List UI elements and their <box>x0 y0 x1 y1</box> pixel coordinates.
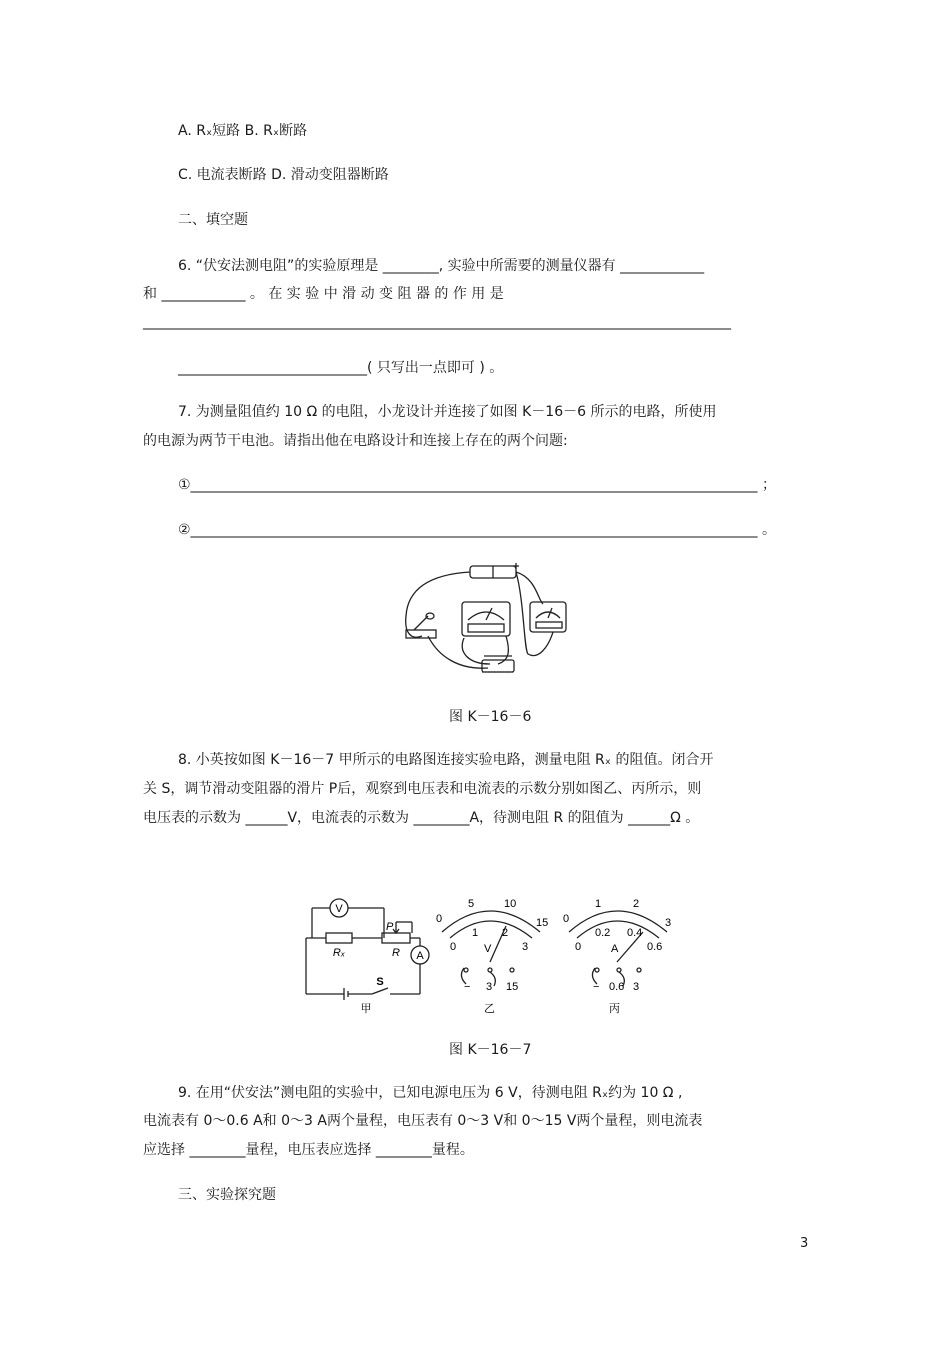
volt-unit: V <box>484 943 492 955</box>
q7-line-1: 7. 为测量阻值约 10 Ω 的电阻，小龙设计并连接了如图 K－16－6 所示的电路，所使用 <box>178 404 717 420</box>
circuit-p-label: P <box>386 921 394 933</box>
q8-line-1: 8. 小英按如图 K－16－7 甲所示的电路图连接实验电路，测量电阻 Rₓ 的阻值。闭合开 <box>178 752 714 768</box>
volt-upper-tick: 0 <box>436 913 443 925</box>
q9-line-1: 9. 在用“伏安法”测电阻的实验中，已知电源电压为 6 V，待测电阻 Rₓ约为 10 Ω , <box>178 1085 683 1101</box>
q6-line-4: ___________________________( 只写出一点即可 ) 。 <box>178 360 504 376</box>
amp-lower-tick: 0.2 <box>595 927 611 939</box>
circuit-a-label: A <box>416 950 424 962</box>
q8-line-2: 关 S，调节滑动变阻器的滑片 P后，观察到电压表和电流表的示数分别如图乙、丙所示，则 <box>143 781 702 797</box>
amp-terminal: 3 <box>633 981 640 993</box>
circuit-v-label: V <box>335 903 343 915</box>
section-heading-experiment: 三、实验探究题 <box>178 1187 276 1203</box>
amp-lower-tick: 0 <box>575 941 582 953</box>
volt-terminal: 15 <box>506 981 519 993</box>
q9-line-2: 电流表有 0～0.6 A和 0～3 A两个量程，电压表有 0～3 V和 0～15 V两个量程，则电流表 <box>143 1113 703 1129</box>
amp-unit: A <box>611 943 619 955</box>
circuit-s-label: S <box>376 976 384 988</box>
q7-blank-1: ①_________________________________________________________________________________ ； <box>178 477 777 493</box>
figure-k16-6 <box>398 560 568 680</box>
circuit-rx-label: Rₓ <box>332 947 346 959</box>
volt-upper-tick: 10 <box>504 898 517 910</box>
figure-k16-7-caption: 图 K－16－7 <box>449 1042 532 1058</box>
rheostat <box>382 933 410 943</box>
amp-terminal: 0.6 <box>609 981 625 993</box>
amp-upper-tick: 0 <box>563 913 570 925</box>
circuit-r-label: R <box>392 947 400 959</box>
section-heading-fill-blank: 二、填空题 <box>178 212 248 228</box>
figure-k16-7-circuit <box>300 888 435 1018</box>
circuit-caption-jia: 甲 <box>360 1003 372 1015</box>
volt-terminal: 3 <box>486 981 493 993</box>
volt-lower-tick: 1 <box>472 927 479 939</box>
amp-lower-tick: 0.6 <box>647 941 663 953</box>
q8-line-3: 电压表的示数为 ______V，电流表的示数为 ________A，待测电阻 R 的阻值为 ______Ω 。 <box>143 810 700 826</box>
q9-line-3: 应选择 ________量程，电压表应选择 ________量程。 <box>143 1142 474 1158</box>
options-line-1: A. Rₓ短路 B. Rₓ断路 <box>178 123 308 139</box>
options-line-2: C. 电流表断路 D. 滑动变阻器断路 <box>178 167 389 183</box>
figure-k16-6-caption: 图 K－16－6 <box>449 709 532 725</box>
amp-upper-tick: 3 <box>665 917 672 929</box>
q6-line-1: 6. “伏安法测电阻”的实验原理是 ________, 实验中所需要的测量仪器有 ____________ <box>178 258 705 274</box>
amp-upper-tick: 2 <box>633 898 640 910</box>
volt-caption-yi: 乙 <box>484 1003 495 1015</box>
resistor-rx <box>326 933 352 943</box>
q6-line-2: 和 ____________ 。 在 实 验 中 滑 动 变 阻 器 的 作 用 是 <box>143 286 504 302</box>
figure-k16-7-ammeter <box>555 892 685 1017</box>
amp-upper-tick: 1 <box>595 898 602 910</box>
page-number: 3 <box>800 1236 809 1251</box>
q7-line-2: 的电源为两节干电池。请指出他在电路设计和连接上存在的两个问题: <box>143 433 568 449</box>
volt-lower-tick: 3 <box>522 941 529 953</box>
volt-upper-tick: 5 <box>468 898 475 910</box>
amp-caption-bing: 丙 <box>609 1003 620 1015</box>
amp-terminal: − <box>593 981 600 993</box>
q7-blank-2: ②_________________________________________________________________________________ 。 <box>178 522 777 538</box>
q6-line-3: ____________________________________________________________________________________ <box>143 314 731 330</box>
amp-lower-tick: 0.4 <box>627 927 643 939</box>
volt-upper-tick: 15 <box>536 917 549 929</box>
volt-lower-tick: 0 <box>450 941 457 953</box>
volt-lower-tick: 2 <box>502 927 509 939</box>
figure-k16-7-voltmeter <box>428 892 558 1017</box>
volt-terminal: − <box>464 981 471 993</box>
